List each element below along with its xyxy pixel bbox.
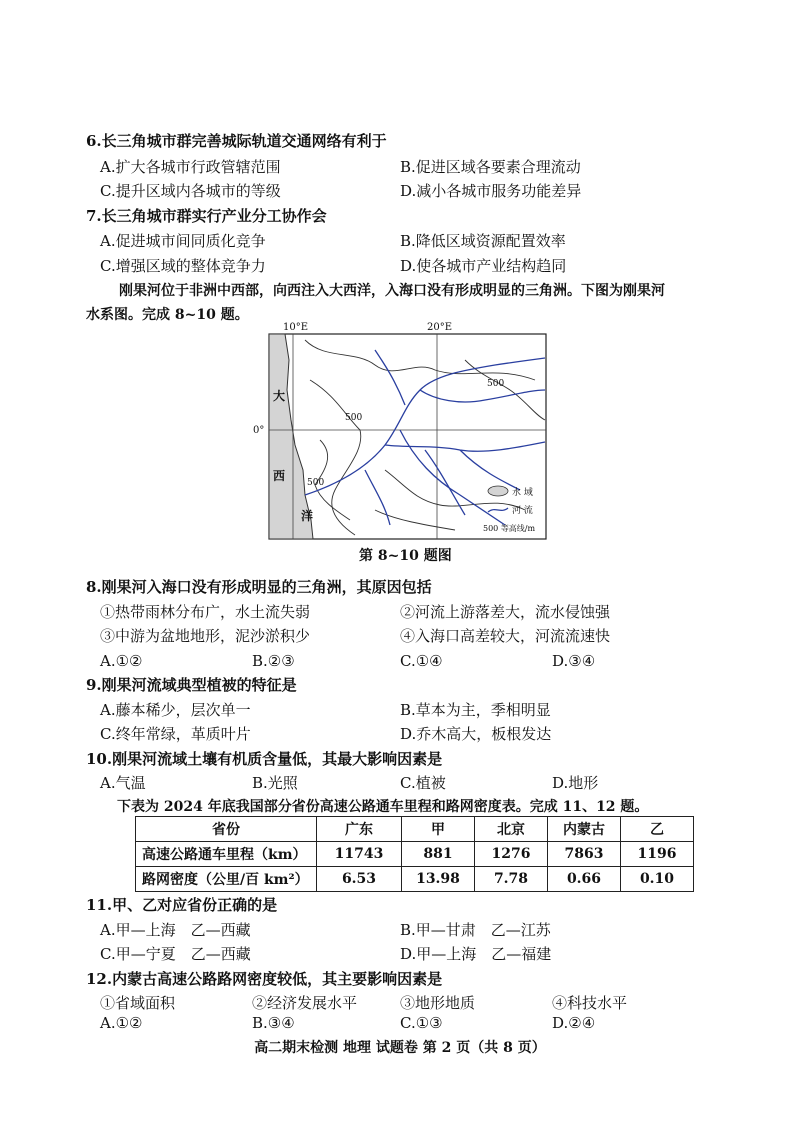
q7-stem: 7.长三角城市群实行产业分工协作会 [86, 207, 327, 225]
q6-option-c: C.提升区域内各城市的等级 [100, 182, 281, 200]
table-cell: 7863 [548, 842, 621, 867]
legend-contour-label: 500 等高线/m [483, 524, 536, 533]
table-cell: 甲 [402, 817, 475, 842]
q6-stem: 6.长三角城市群完善城际轨道交通网络有利于 [86, 132, 387, 150]
q8-stem: 8.刚果河入海口没有形成明显的三角洲，其原因包括 [86, 578, 432, 596]
table-row [136, 867, 694, 892]
intro-11-12: 下表为 2024 年底我国部分省份高速公路通车里程和路网密度表。完成 11、12 题。 [117, 799, 649, 815]
q12-option-d: D.②④ [552, 1014, 596, 1032]
table-cell: 1196 [621, 842, 694, 867]
q11-option-c: C.甲—宁夏 乙—西藏 [100, 945, 251, 963]
table-cell: 高速公路通车里程（km） [136, 842, 317, 867]
q7-option-c: C.增强区域的整体竞争力 [100, 257, 266, 275]
q8-statement-2: ②河流上游落差大，流水侵蚀强 [400, 603, 611, 621]
q10-option-d: D.地形 [552, 774, 599, 792]
table-cell: 881 [402, 842, 475, 867]
q6-option-d: D.减小各城市服务功能差异 [400, 182, 582, 200]
highway-table [135, 816, 694, 892]
map-caption: 第 8~10 题图 [359, 548, 452, 564]
table-cell: 13.98 [402, 867, 475, 892]
table-cell: 路网密度（公里/百 km²） [136, 867, 317, 892]
q11-option-d: D.甲—上海 乙—福建 [400, 945, 552, 963]
q12-statement-1: ①省域面积 [100, 994, 176, 1012]
label-equator: 0° [253, 425, 265, 436]
q10-option-a: A.气温 [100, 774, 146, 792]
q6-option-a: A.扩大各城市行政管辖范围 [100, 158, 281, 176]
table-row [136, 842, 694, 867]
q7-option-d: D.使各城市产业结构趋同 [400, 257, 567, 275]
table-cell: 广东 [317, 817, 402, 842]
legend-river-label: 河 流 [512, 506, 533, 516]
table-cell: 6.53 [317, 867, 402, 892]
legend-water-symbol [488, 486, 508, 496]
label-10e: 10°E [283, 322, 309, 333]
q10-stem: 10.刚果河流域土壤有机质含量低，其最大影响因素是 [86, 750, 443, 768]
q10-option-b: B.光照 [252, 774, 298, 792]
q9-option-a: A.藤本稀少，层次单一 [100, 701, 251, 719]
contour-label-b: 500 [345, 413, 363, 423]
label-20e: 20°E [427, 322, 453, 333]
table-row [136, 817, 694, 842]
table-cell: 0.66 [548, 867, 621, 892]
intro-8-10-line2: 水系图。完成 8~10 题。 [86, 307, 249, 323]
q8-statement-1: ①热带雨林分布广，水土流失弱 [100, 603, 311, 621]
table-cell: 7.78 [475, 867, 548, 892]
q7-option-a: A.促进城市间同质化竞争 [100, 232, 266, 250]
intro-8-10-line1: 刚果河位于非洲中西部，向西注入大西洋，入海口没有形成明显的三角洲。下图为刚果河 [119, 283, 665, 299]
table-cell: 乙 [621, 817, 694, 842]
q8-statement-4: ④入海口高差较大，河流流速快 [400, 627, 611, 645]
table-cell: 1276 [475, 842, 548, 867]
table-cell: 0.10 [621, 867, 694, 892]
table-cell: 11743 [317, 842, 402, 867]
q8-option-d: D.③④ [552, 652, 596, 670]
table-cell: 内蒙古 [548, 817, 621, 842]
contour-label-c: 500 [307, 478, 325, 488]
q9-option-b: B.草本为主，季相明显 [400, 701, 551, 719]
q12-option-a: A.①② [100, 1014, 143, 1032]
contour-label-a: 500 [487, 379, 505, 389]
legend-water-label: 水 域 [512, 488, 533, 498]
q7-option-b: B.降低区域资源配置效率 [400, 232, 566, 250]
q11-option-b: B.甲—甘肃 乙—江苏 [400, 921, 551, 939]
q12-stem: 12.内蒙古高速公路路网密度较低，其主要影响因素是 [86, 970, 443, 988]
q12-option-b: B.③④ [252, 1014, 295, 1032]
table-cell: 北京 [475, 817, 548, 842]
q9-option-d: D.乔木高大，板根发达 [400, 725, 552, 743]
q8-statement-3: ③中游为盆地地形，泥沙淤积少 [100, 627, 311, 645]
page-footer: 高二期末检测 地理 试题卷 第 2 页（共 8 页） [254, 1040, 546, 1056]
q12-statement-3: ③地形地质 [400, 994, 476, 1012]
q11-option-a: A.甲—上海 乙—西藏 [100, 921, 251, 939]
q6-option-b: B.促进区域各要素合理流动 [400, 158, 581, 176]
q8-option-a: A.①② [100, 652, 143, 670]
q9-stem: 9.刚果河流域典型植被的特征是 [86, 676, 297, 694]
q8-option-b: B.②③ [252, 652, 295, 670]
q11-stem: 11.甲、乙对应省份正确的是 [86, 896, 278, 914]
q12-statement-2: ②经济发展水平 [252, 994, 358, 1012]
label-ocean-2: 西 [273, 469, 286, 483]
label-ocean-1: 大 [273, 389, 286, 403]
q10-option-c: C.植被 [400, 774, 446, 792]
q9-option-c: C.终年常绿，革质叶片 [100, 725, 251, 743]
table-cell: 省份 [136, 817, 317, 842]
congo-river-map [253, 320, 550, 545]
q12-statement-4: ④科技水平 [552, 994, 628, 1012]
q12-option-c: C.①③ [400, 1014, 443, 1032]
q8-option-c: C.①④ [400, 652, 443, 670]
label-ocean-3: 洋 [301, 509, 314, 523]
